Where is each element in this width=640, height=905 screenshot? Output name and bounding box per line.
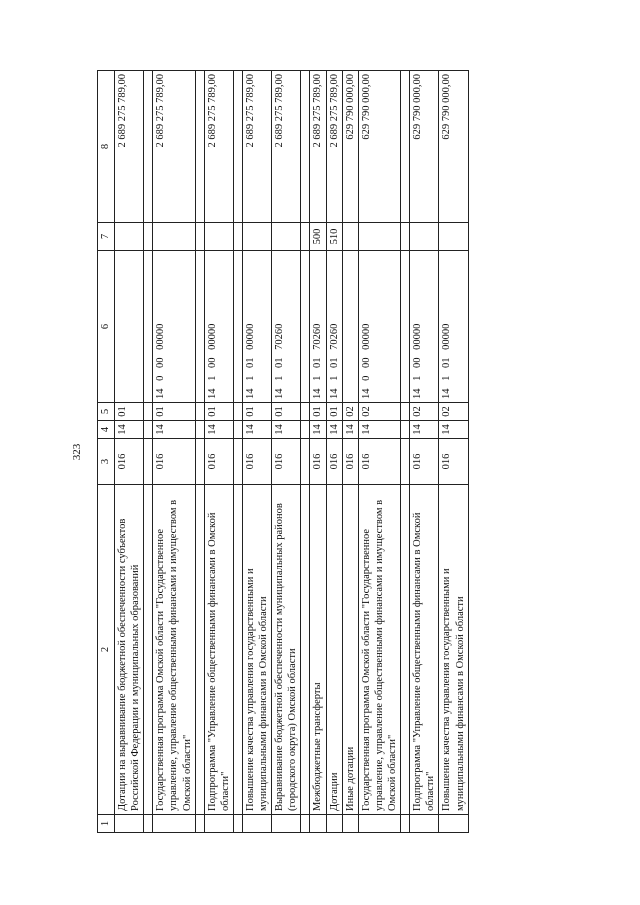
row-number-cell	[204, 815, 233, 833]
section-code: 14	[326, 421, 342, 439]
col-header-8: 8	[98, 71, 115, 223]
col-header-5: 5	[98, 403, 115, 421]
subsection-code: 01	[242, 403, 271, 421]
expense-type	[115, 223, 144, 251]
item-name: Дотации	[326, 485, 342, 815]
row-number-cell	[342, 815, 358, 833]
row-gap	[401, 71, 410, 833]
page-number: 323	[71, 443, 83, 461]
table-row	[326, 71, 342, 833]
section-code: 14	[242, 421, 271, 439]
row-gap	[195, 71, 204, 833]
subsection-code: 01	[310, 403, 326, 421]
item-name: Повышение качества управления государственными и муниципальными финансами в Омской области	[242, 485, 271, 815]
expense-type	[204, 223, 233, 251]
amount: 2 689 275 789,00	[272, 71, 301, 223]
admin-code: 016	[439, 439, 468, 485]
subsection-code: 01	[272, 403, 301, 421]
table-row	[272, 71, 301, 833]
budget-table-container	[97, 71, 549, 833]
subsection-code: 02	[410, 403, 439, 421]
item-name: Государственная программа Омской области "Государственное управление, управление общественными финансами и имуществом в Омской области"	[358, 485, 400, 815]
subsection-code: 01	[115, 403, 144, 421]
item-name: Государственная программа Омской области "Государственное управление, управление общественными финансами и имуществом в Омской области"	[153, 485, 195, 815]
target-article: 14 1 00 00000	[410, 251, 439, 403]
admin-code: 016	[410, 439, 439, 485]
row-number-cell	[326, 815, 342, 833]
header-row	[98, 71, 115, 833]
target-article: 14 1 01 70260	[310, 251, 326, 403]
expense-type	[272, 223, 301, 251]
col-header-1: 1	[98, 815, 115, 833]
item-name: Дотации на выравнивание бюджетной обеспеченности субъектов Российской Федерации и муниципальных образований	[115, 485, 144, 815]
table-row	[410, 71, 439, 833]
subsection-code: 01	[326, 403, 342, 421]
expense-type	[242, 223, 271, 251]
amount: 2 689 275 789,00	[115, 71, 144, 223]
item-name: Повышение качества управления государственными и муниципальными финансами в Омской области	[439, 485, 468, 815]
admin-code: 016	[272, 439, 301, 485]
table-row	[115, 71, 144, 833]
expense-type	[410, 223, 439, 251]
target-article: 14 0 00 00000	[358, 251, 400, 403]
item-name: Межбюджетные трансферты	[310, 485, 326, 815]
col-header-3: 3	[98, 439, 115, 485]
target-article: 14 1 00 00000	[204, 251, 233, 403]
amount: 629 790 000,00	[439, 71, 468, 223]
target-article	[115, 251, 144, 403]
amount: 2 689 275 789,00	[310, 71, 326, 223]
subsection-code: 01	[153, 403, 195, 421]
row-gap	[233, 71, 242, 833]
admin-code: 016	[204, 439, 233, 485]
table-row	[358, 71, 400, 833]
amount: 629 790 000,00	[342, 71, 358, 223]
item-name: Выравнивание бюджетной обеспеченности муниципальных районов (городского округа) Омской области	[272, 485, 301, 815]
section-code: 14	[342, 421, 358, 439]
admin-code: 016	[115, 439, 144, 485]
amount: 2 689 275 789,00	[204, 71, 233, 223]
admin-code: 016	[342, 439, 358, 485]
target-article: 14 1 01 70260	[272, 251, 301, 403]
section-code: 14	[439, 421, 468, 439]
row-number-cell	[242, 815, 271, 833]
row-gap	[301, 71, 310, 833]
expense-type	[439, 223, 468, 251]
amount: 2 689 275 789,00	[153, 71, 195, 223]
item-name: Подпрограмма "Управление общественными финансами в Омской области"	[410, 485, 439, 815]
table-row	[439, 71, 468, 833]
expense-type	[342, 223, 358, 251]
amount: 2 689 275 789,00	[242, 71, 271, 223]
col-header-6: 6	[98, 251, 115, 403]
admin-code: 016	[358, 439, 400, 485]
table-row	[242, 71, 271, 833]
amount: 629 790 000,00	[358, 71, 400, 223]
admin-code: 016	[153, 439, 195, 485]
section-code: 14	[153, 421, 195, 439]
section-code: 14	[272, 421, 301, 439]
target-article	[342, 251, 358, 403]
table-row	[204, 71, 233, 833]
expense-type: 510	[326, 223, 342, 251]
section-code: 14	[310, 421, 326, 439]
row-gap	[144, 71, 153, 833]
section-code: 14	[204, 421, 233, 439]
table-row	[153, 71, 195, 833]
col-header-2: 2	[98, 485, 115, 815]
expense-type: 500	[310, 223, 326, 251]
subsection-code: 02	[439, 403, 468, 421]
budget-table	[97, 70, 469, 833]
col-header-7: 7	[98, 223, 115, 251]
row-number-cell	[153, 815, 195, 833]
target-article: 14 1 01 00000	[242, 251, 271, 403]
col-header-4: 4	[98, 421, 115, 439]
section-code: 14	[115, 421, 144, 439]
row-number-cell	[115, 815, 144, 833]
admin-code: 016	[326, 439, 342, 485]
subsection-code: 01	[204, 403, 233, 421]
item-name: Подпрограмма "Управление общественными финансами в Омской области"	[204, 485, 233, 815]
item-name: Иные дотации	[342, 485, 358, 815]
subsection-code: 02	[342, 403, 358, 421]
admin-code: 016	[242, 439, 271, 485]
target-article: 14 1 01 70260	[326, 251, 342, 403]
table-row	[310, 71, 326, 833]
row-number-cell	[310, 815, 326, 833]
admin-code: 016	[310, 439, 326, 485]
amount: 629 790 000,00	[410, 71, 439, 223]
row-number-cell	[272, 815, 301, 833]
table-row	[342, 71, 358, 833]
row-number-cell	[358, 815, 400, 833]
row-number-cell	[439, 815, 468, 833]
target-article: 14 0 00 00000	[153, 251, 195, 403]
amount: 2 689 275 789,00	[326, 71, 342, 223]
row-number-cell	[410, 815, 439, 833]
section-code: 14	[410, 421, 439, 439]
section-code: 14	[358, 421, 400, 439]
subsection-code: 02	[358, 403, 400, 421]
expense-type	[153, 223, 195, 251]
expense-type	[358, 223, 400, 251]
target-article: 14 1 01 00000	[439, 251, 468, 403]
